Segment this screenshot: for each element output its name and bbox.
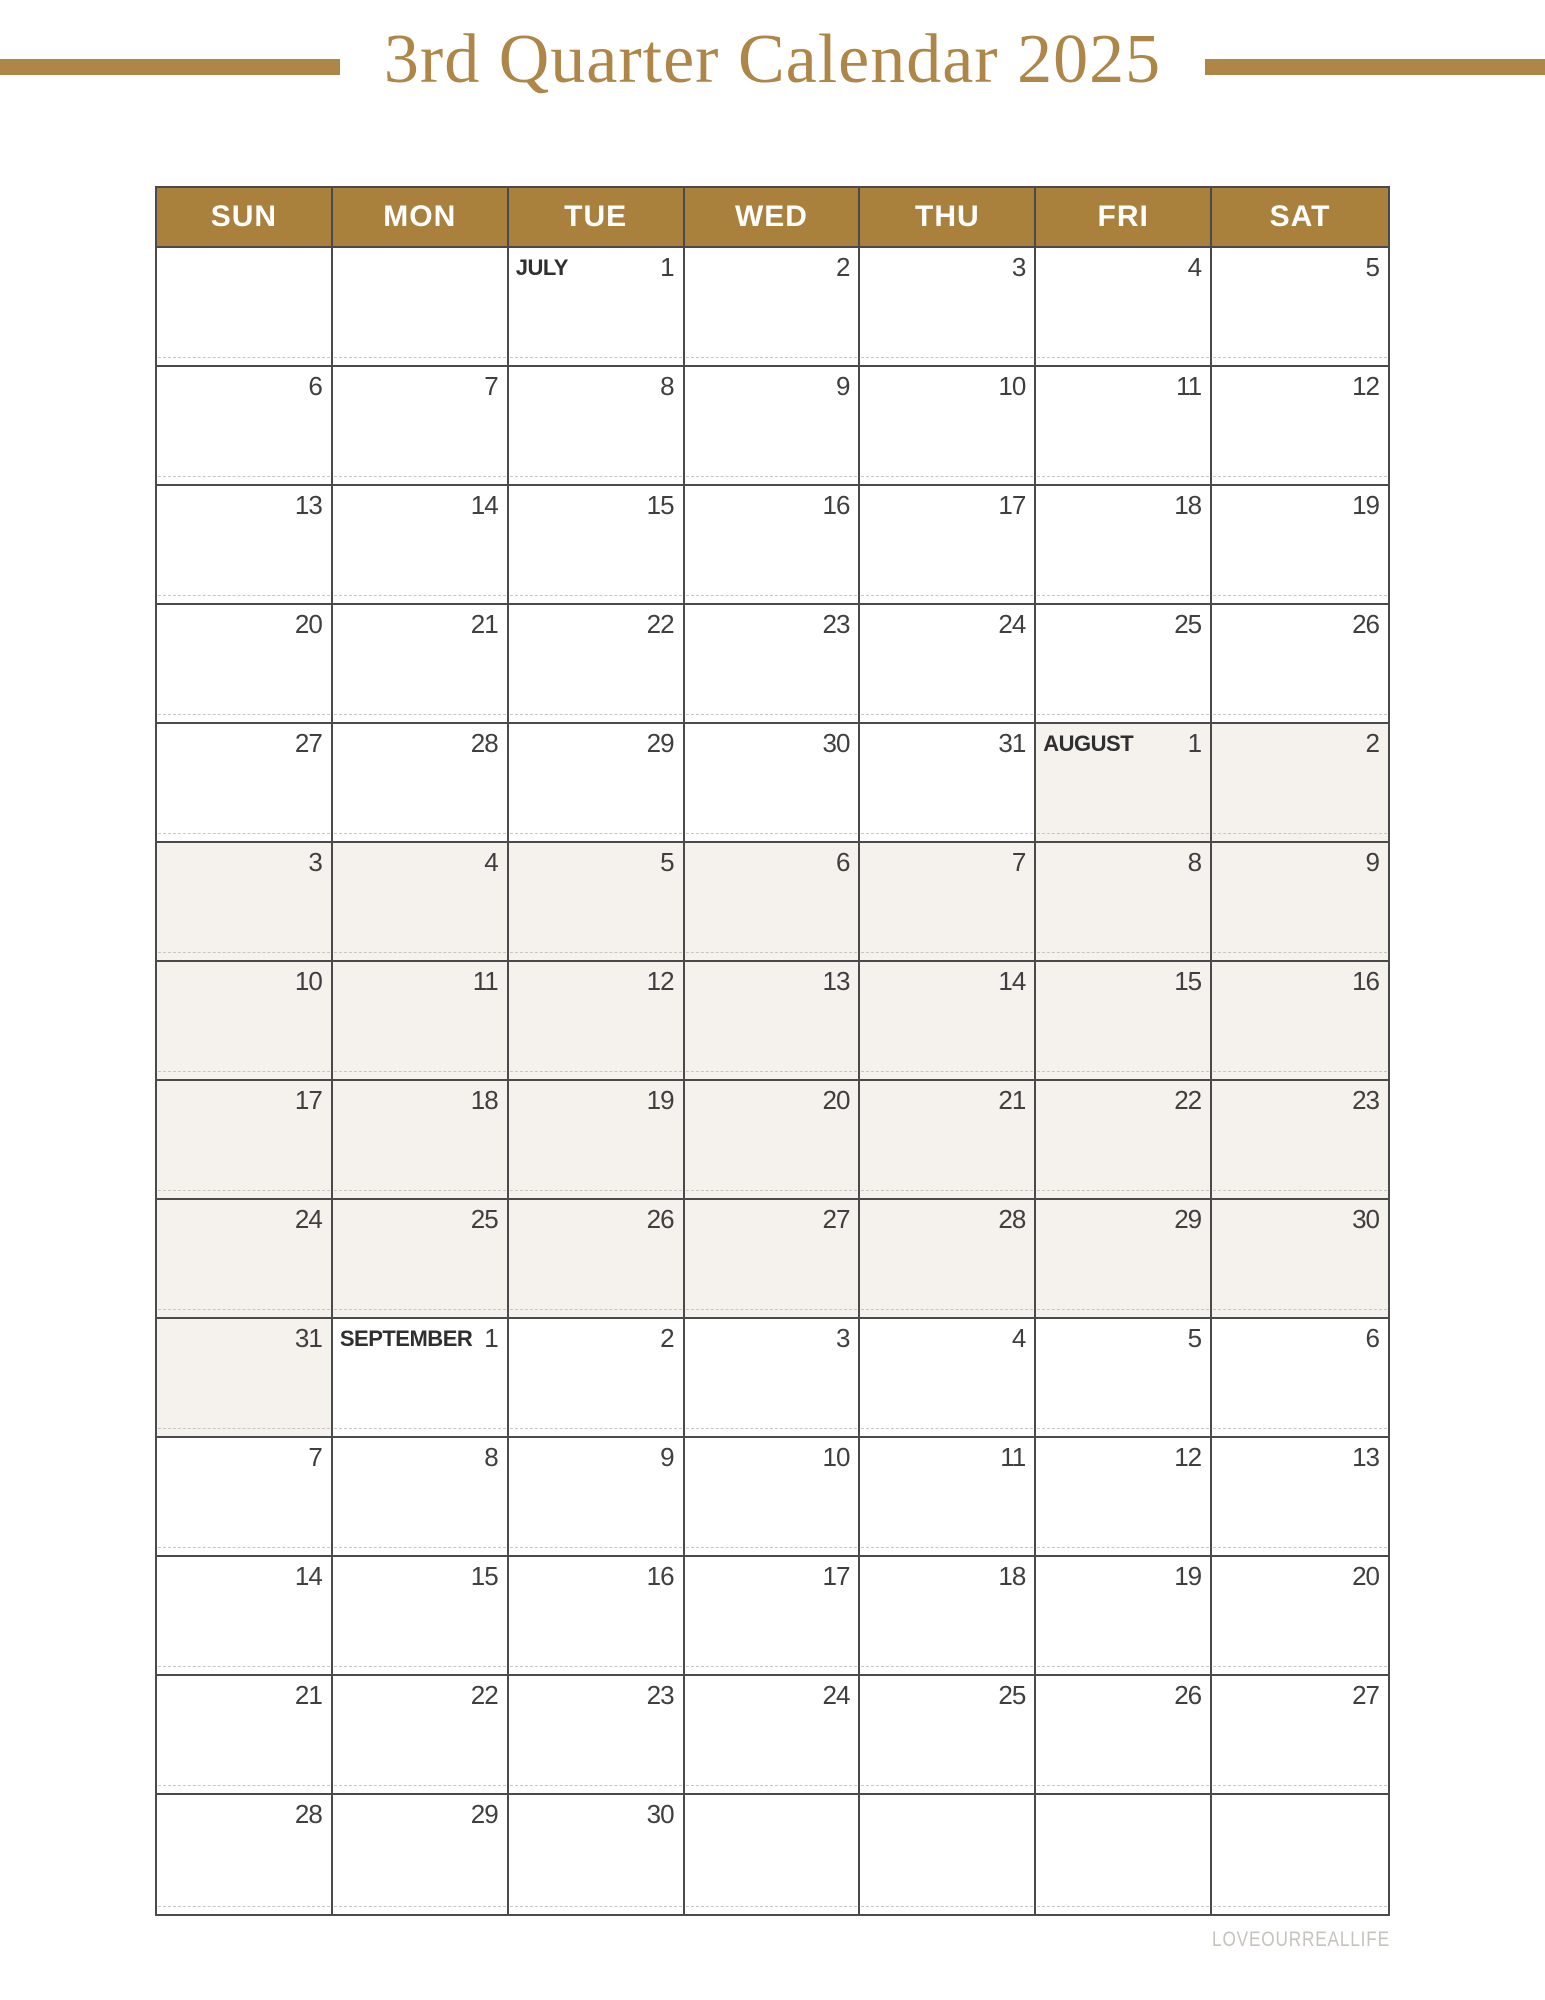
day-cell [860,1676,1036,1795]
day-cell [333,843,509,962]
day-number: 1 [660,252,674,282]
day-number: 5 [660,847,674,877]
day-number: 7 [1011,847,1026,877]
day-cell [860,1795,1036,1914]
day-cell [1036,962,1212,1081]
month-label: AUGUST [1043,731,1134,756]
weekday-header-fri: FRI [1036,188,1212,248]
day-cell [509,1795,685,1914]
day-cell [157,486,333,605]
day-number: 6 [308,371,322,401]
day-number: 7 [484,371,498,401]
day-number: 2 [835,252,850,282]
day-cell [1212,843,1388,962]
day-cell [860,486,1036,605]
day-cell [333,367,509,486]
day-number: 19 [1352,490,1379,520]
day-cell [1036,486,1212,605]
day-cell [860,843,1036,962]
day-cell [685,367,861,486]
day-number: 12 [1174,1442,1202,1472]
day-cell [1036,605,1212,724]
day-number: 25 [470,1204,498,1234]
day-cell [1036,1081,1212,1200]
day-cell [1036,1795,1212,1914]
day-number: 17 [822,1561,850,1591]
day-number: 7 [308,1442,322,1472]
day-cell [860,367,1036,486]
day-number: 22 [1174,1085,1202,1115]
day-number: 30 [646,1799,674,1829]
page-title: 3rd Quarter Calendar 2025 [383,21,1162,98]
day-number: 26 [1174,1680,1202,1710]
day-cell [509,1319,685,1438]
day-number: 22 [470,1680,498,1710]
day-number: 13 [1352,1442,1379,1472]
day-cell [157,962,333,1081]
day-cell [509,1557,685,1676]
day-number: 10 [822,1442,850,1472]
day-number: 27 [1352,1680,1379,1710]
month-label: SEPTEMBER [339,1326,473,1351]
day-cell [860,1081,1036,1200]
day-number: 24 [822,1680,850,1710]
day-number: 20 [1352,1561,1379,1591]
day-number: 16 [1352,966,1379,996]
day-number: 15 [646,490,674,520]
day-number: 30 [1352,1204,1379,1234]
day-cell [1212,1200,1388,1319]
day-number: 12 [1352,371,1379,401]
day-cell [333,1557,509,1676]
day-cell [685,486,861,605]
day-number: 29 [470,1799,498,1829]
day-number: 5 [1187,1323,1202,1353]
day-cell [509,248,685,367]
day-number: 4 [1187,252,1202,282]
day-cell [1036,1438,1212,1557]
day-cell [685,962,861,1081]
day-cell [509,1438,685,1557]
day-cell [685,605,861,724]
day-cell [157,1795,333,1914]
day-number: 16 [646,1561,674,1591]
day-number: 8 [1187,847,1202,877]
day-number: 12 [646,966,674,996]
day-cell [685,1200,861,1319]
day-cell [157,1081,333,1200]
day-cell [1036,1319,1212,1438]
day-cell [157,724,333,843]
day-cell [157,1200,333,1319]
day-number: 31 [998,728,1026,758]
day-cell [157,1438,333,1557]
day-number: 1 [484,1323,498,1353]
day-number: 23 [1352,1085,1379,1115]
day-number: 21 [998,1085,1026,1115]
day-cell [509,486,685,605]
day-cell [860,1319,1036,1438]
day-cell [509,962,685,1081]
day-number: 18 [998,1561,1026,1591]
day-number: 25 [1174,609,1202,639]
day-cell [1036,248,1212,367]
day-cell [333,248,509,367]
day-number: 3 [835,1323,850,1353]
day-cell [157,1319,333,1438]
day-number: 8 [484,1442,498,1472]
day-number: 21 [294,1680,322,1710]
day-number: 19 [1174,1561,1202,1591]
day-cell [333,1081,509,1200]
day-cell [1212,1795,1388,1914]
day-cell [1036,1676,1212,1795]
day-cell [1036,724,1212,843]
day-number: 31 [294,1323,322,1353]
day-number: 9 [1365,847,1379,877]
day-cell [1212,486,1388,605]
day-cell [333,605,509,724]
day-number: 29 [1174,1204,1202,1234]
day-cell [860,1557,1036,1676]
day-cell [1212,1081,1388,1200]
day-cell [1212,367,1388,486]
masthead [0,8,1545,112]
weekday-header-sun: SUN [157,188,333,248]
day-number: 3 [1011,252,1026,282]
day-number: 9 [835,371,850,401]
day-number: 26 [646,1204,674,1234]
day-cell [860,724,1036,843]
day-cell [860,605,1036,724]
day-cell [860,1200,1036,1319]
day-cell [1212,1557,1388,1676]
day-number: 6 [1365,1323,1379,1353]
day-cell [333,724,509,843]
day-cell [157,605,333,724]
day-number: 13 [822,966,850,996]
day-cell [157,367,333,486]
day-cell [333,1438,509,1557]
day-cell [1212,1319,1388,1438]
day-number: 18 [470,1085,498,1115]
day-number: 17 [998,490,1026,520]
calendar-grid [155,186,1390,1916]
day-number: 4 [1011,1323,1026,1353]
watermark-text: LOVEOURREALLIFE [1212,1928,1390,1951]
day-cell [1212,605,1388,724]
day-cell [333,1319,509,1438]
day-number: 2 [660,1323,674,1353]
day-number: 15 [1174,966,1202,996]
day-number: 14 [294,1561,322,1591]
day-number: 11 [1176,371,1202,401]
day-number: 23 [646,1680,674,1710]
day-number: 10 [294,966,322,996]
day-cell [860,962,1036,1081]
day-cell [1036,843,1212,962]
day-cell [1036,1557,1212,1676]
day-cell [685,724,861,843]
day-number: 29 [646,728,674,758]
day-number: 13 [294,490,322,520]
day-cell [685,1319,861,1438]
day-cell [509,1081,685,1200]
day-number: 8 [660,371,674,401]
day-cell [333,1795,509,1914]
day-number: 10 [998,371,1026,401]
day-number: 17 [294,1085,322,1115]
day-cell [1036,1200,1212,1319]
day-cell [1212,248,1388,367]
day-cell [1212,1438,1388,1557]
day-number: 6 [835,847,850,877]
day-cell [685,1557,861,1676]
month-label: JULY [515,255,568,280]
day-cell [685,1081,861,1200]
day-number: 9 [660,1442,674,1472]
day-cell [1036,367,1212,486]
weekday-header-wed: WED [685,188,861,248]
day-number: 5 [1365,252,1379,282]
weekday-header-thu: THU [860,188,1036,248]
weekday-header-mon: MON [333,188,509,248]
day-number: 25 [998,1680,1026,1710]
day-cell [1212,962,1388,1081]
day-number: 1 [1187,728,1202,758]
day-number: 15 [470,1561,498,1591]
day-number: 26 [1352,609,1379,639]
day-cell [333,1200,509,1319]
day-cell [860,248,1036,367]
day-number: 24 [998,609,1026,639]
day-number: 27 [822,1204,850,1234]
day-number: 22 [646,609,674,639]
day-number: 19 [646,1085,674,1115]
day-number: 24 [294,1204,322,1234]
day-cell [509,843,685,962]
day-number: 30 [822,728,850,758]
day-number: 4 [484,847,498,877]
day-cell [333,486,509,605]
day-cell [157,1676,333,1795]
day-cell [333,962,509,1081]
day-number: 20 [294,609,322,639]
day-number: 14 [470,490,498,520]
day-cell [1212,1676,1388,1795]
day-number: 21 [470,609,498,639]
title-rule-left [0,59,340,75]
day-cell [685,248,861,367]
day-cell [509,367,685,486]
day-cell [157,1557,333,1676]
day-number: 18 [1174,490,1202,520]
day-cell [333,1676,509,1795]
title-rule-right [1205,59,1545,75]
day-number: 27 [294,728,322,758]
day-number: 11 [1000,1442,1026,1472]
weekday-header-sat: SAT [1212,188,1388,248]
day-number: 14 [998,966,1026,996]
day-cell [685,843,861,962]
day-cell [157,843,333,962]
day-number: 3 [308,847,322,877]
day-cell [157,248,333,367]
day-number: 23 [822,609,850,639]
day-number: 2 [1365,728,1379,758]
day-cell [509,605,685,724]
day-cell [685,1438,861,1557]
weekday-header-tue: TUE [509,188,685,248]
day-cell [509,1200,685,1319]
day-cell [509,724,685,843]
day-number: 28 [470,728,498,758]
day-number: 20 [822,1085,850,1115]
day-cell [685,1795,861,1914]
day-cell [509,1676,685,1795]
day-cell [1212,724,1388,843]
day-cell [685,1676,861,1795]
day-number: 28 [998,1204,1026,1234]
day-number: 11 [472,966,498,996]
day-cell [860,1438,1036,1557]
day-number: 16 [822,490,850,520]
day-number: 28 [294,1799,322,1829]
